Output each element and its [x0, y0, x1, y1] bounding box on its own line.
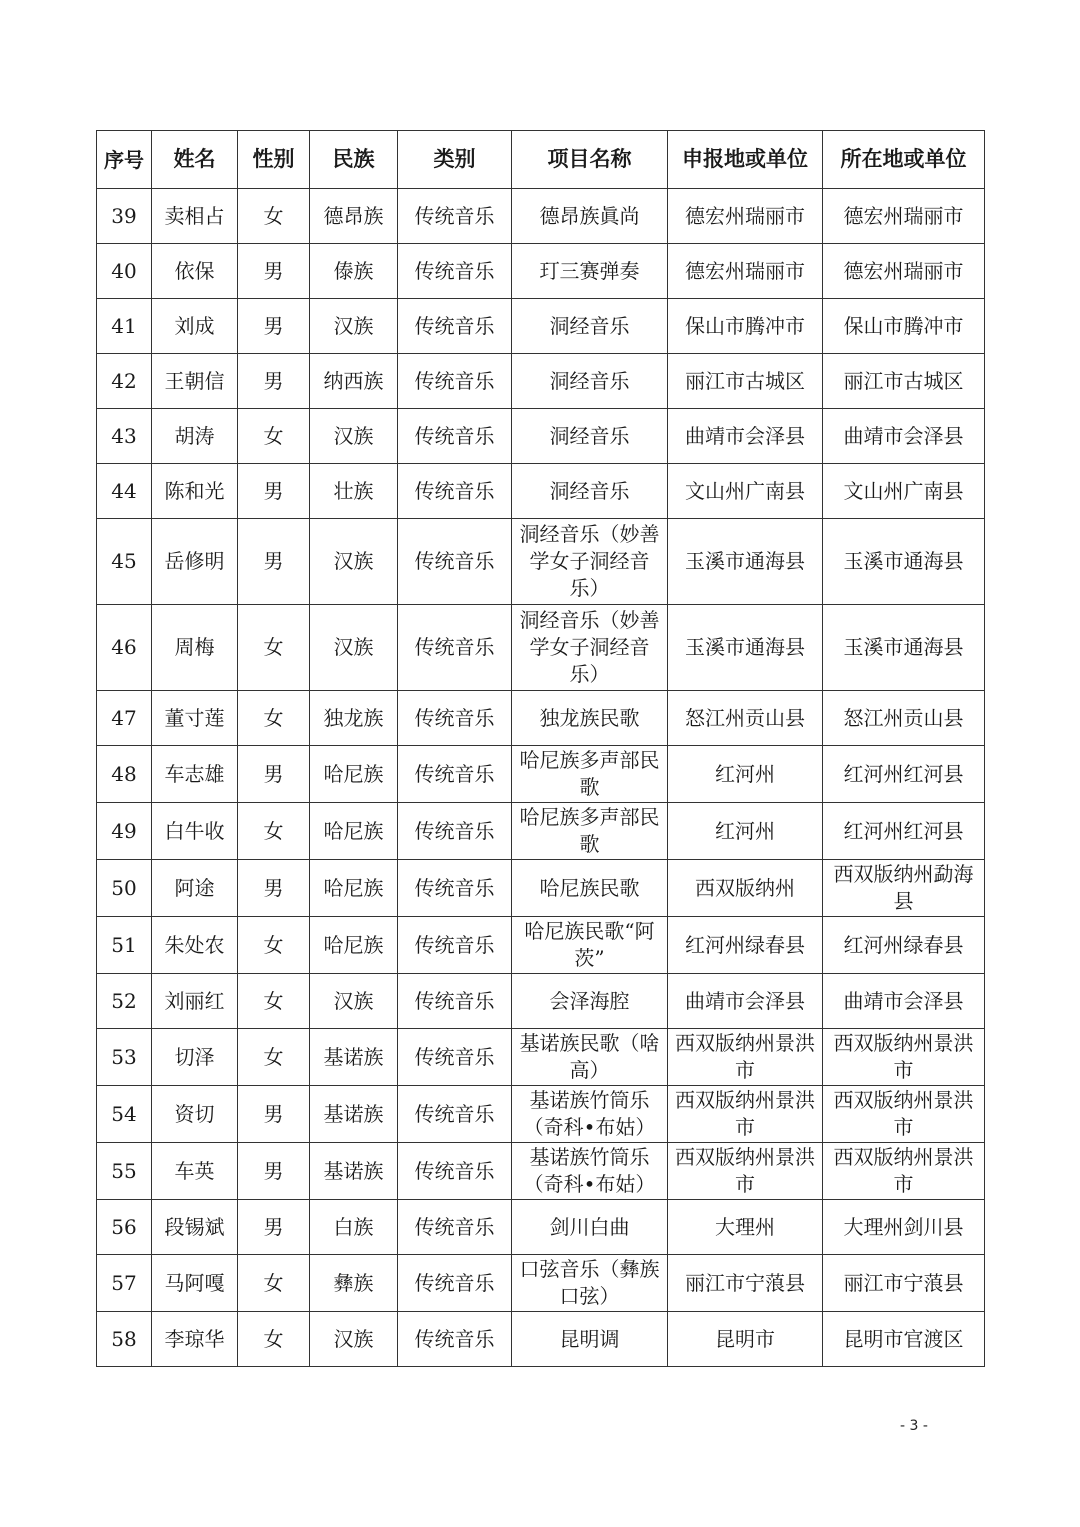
- heritage-inheritor-table: [96, 130, 985, 1367]
- cell-project: 玎三赛弹奏: [512, 244, 668, 299]
- cell-gender: 女: [238, 1029, 310, 1086]
- cell-category: 传统音乐: [398, 299, 512, 354]
- cell-declarer: 西双版纳州景洪市: [668, 1086, 823, 1143]
- cell-gender: 男: [238, 1143, 310, 1200]
- cell-declarer: 怒江州贡山县: [668, 691, 823, 746]
- cell-category: 传统音乐: [398, 605, 512, 691]
- cell-location: 玉溪市通海县: [823, 605, 985, 691]
- cell-declarer: 丽江市古城区: [668, 354, 823, 409]
- table-row: [97, 464, 985, 519]
- cell-project: 基诺族竹筒乐（奇科•布姑）: [512, 1143, 668, 1200]
- cell-no: 39: [97, 189, 152, 244]
- cell-gender: 女: [238, 803, 310, 860]
- table-row: [97, 605, 985, 691]
- cell-gender: 女: [238, 1255, 310, 1312]
- cell-no: 54: [97, 1086, 152, 1143]
- cell-name: 董寸莲: [152, 691, 238, 746]
- cell-location: 西双版纳州景洪市: [823, 1029, 985, 1086]
- cell-no: 48: [97, 746, 152, 803]
- cell-name: 资切: [152, 1086, 238, 1143]
- cell-name: 车志雄: [152, 746, 238, 803]
- cell-no: 47: [97, 691, 152, 746]
- cell-declarer: 大理州: [668, 1200, 823, 1255]
- cell-ethnicity: 汉族: [310, 299, 398, 354]
- cell-declarer: 红河州: [668, 803, 823, 860]
- cell-ethnicity: 壮族: [310, 464, 398, 519]
- table-row: [97, 1255, 985, 1312]
- cell-category: 传统音乐: [398, 917, 512, 974]
- cell-declarer: 西双版纳州: [668, 860, 823, 917]
- cell-name: 依保: [152, 244, 238, 299]
- cell-name: 周梅: [152, 605, 238, 691]
- cell-gender: 男: [238, 1086, 310, 1143]
- cell-name: 段锡斌: [152, 1200, 238, 1255]
- table-row: [97, 746, 985, 803]
- cell-declarer: 曲靖市会泽县: [668, 409, 823, 464]
- table-body: [97, 189, 985, 1367]
- header-cell-location: 所在地或单位: [823, 131, 985, 189]
- cell-project: 洞经音乐（妙善学女子洞经音乐）: [512, 519, 668, 605]
- cell-category: 传统音乐: [398, 974, 512, 1029]
- cell-declarer: 玉溪市通海县: [668, 605, 823, 691]
- cell-name: 岳修明: [152, 519, 238, 605]
- table-row: [97, 1200, 985, 1255]
- cell-location: 保山市腾冲市: [823, 299, 985, 354]
- cell-name: 白牛收: [152, 803, 238, 860]
- table-row: [97, 803, 985, 860]
- cell-category: 传统音乐: [398, 1086, 512, 1143]
- cell-ethnicity: 哈尼族: [310, 917, 398, 974]
- cell-declarer: 玉溪市通海县: [668, 519, 823, 605]
- cell-gender: 男: [238, 746, 310, 803]
- cell-project: 基诺族竹筒乐（奇科•布姑）: [512, 1086, 668, 1143]
- cell-gender: 女: [238, 691, 310, 746]
- cell-name: 王朝信: [152, 354, 238, 409]
- cell-project: 哈尼族多声部民歌: [512, 746, 668, 803]
- cell-name: 朱处农: [152, 917, 238, 974]
- cell-ethnicity: 基诺族: [310, 1029, 398, 1086]
- cell-declarer: 昆明市: [668, 1312, 823, 1367]
- cell-project: 昆明调: [512, 1312, 668, 1367]
- cell-ethnicity: 汉族: [310, 974, 398, 1029]
- header-cell-category: 类别: [398, 131, 512, 189]
- cell-gender: 女: [238, 917, 310, 974]
- cell-ethnicity: 汉族: [310, 1312, 398, 1367]
- cell-category: 传统音乐: [398, 803, 512, 860]
- cell-category: 传统音乐: [398, 1143, 512, 1200]
- table-row: [97, 860, 985, 917]
- cell-gender: 男: [238, 244, 310, 299]
- cell-project: 哈尼族民歌: [512, 860, 668, 917]
- cell-location: 玉溪市通海县: [823, 519, 985, 605]
- cell-declarer: 德宏州瑞丽市: [668, 189, 823, 244]
- header-cell-gender: 性别: [238, 131, 310, 189]
- cell-project: 剑川白曲: [512, 1200, 668, 1255]
- cell-ethnicity: 汉族: [310, 605, 398, 691]
- cell-ethnicity: 哈尼族: [310, 746, 398, 803]
- cell-location: 丽江市古城区: [823, 354, 985, 409]
- cell-name: 李琼华: [152, 1312, 238, 1367]
- table-row: [97, 974, 985, 1029]
- cell-category: 传统音乐: [398, 244, 512, 299]
- cell-location: 曲靖市会泽县: [823, 974, 985, 1029]
- cell-no: 44: [97, 464, 152, 519]
- cell-project: 德昂族眞尚: [512, 189, 668, 244]
- cell-name: 陈和光: [152, 464, 238, 519]
- cell-location: 文山州广南县: [823, 464, 985, 519]
- cell-location: 西双版纳州景洪市: [823, 1143, 985, 1200]
- header-row: [97, 131, 985, 189]
- cell-project: 独龙族民歌: [512, 691, 668, 746]
- cell-project: 洞经音乐: [512, 354, 668, 409]
- cell-no: 45: [97, 519, 152, 605]
- cell-ethnicity: 哈尼族: [310, 860, 398, 917]
- cell-name: 阿途: [152, 860, 238, 917]
- cell-declarer: 西双版纳州景洪市: [668, 1143, 823, 1200]
- cell-project: 洞经音乐（妙善学女子洞经音乐）: [512, 605, 668, 691]
- cell-no: 52: [97, 974, 152, 1029]
- cell-project: 基诺族民歌（啥高）: [512, 1029, 668, 1086]
- cell-ethnicity: 基诺族: [310, 1143, 398, 1200]
- table-row: [97, 1029, 985, 1086]
- cell-gender: 男: [238, 1200, 310, 1255]
- cell-category: 传统音乐: [398, 1255, 512, 1312]
- table-row: [97, 1086, 985, 1143]
- cell-no: 55: [97, 1143, 152, 1200]
- cell-no: 49: [97, 803, 152, 860]
- cell-gender: 男: [238, 464, 310, 519]
- cell-ethnicity: 汉族: [310, 409, 398, 464]
- cell-ethnicity: 傣族: [310, 244, 398, 299]
- cell-no: 57: [97, 1255, 152, 1312]
- cell-location: 红河州绿春县: [823, 917, 985, 974]
- cell-location: 红河州红河县: [823, 746, 985, 803]
- cell-location: 西双版纳州勐海县: [823, 860, 985, 917]
- cell-gender: 男: [238, 354, 310, 409]
- cell-location: 红河州红河县: [823, 803, 985, 860]
- table-row: [97, 354, 985, 409]
- cell-category: 传统音乐: [398, 519, 512, 605]
- cell-gender: 女: [238, 605, 310, 691]
- cell-location: 昆明市官渡区: [823, 1312, 985, 1367]
- cell-no: 53: [97, 1029, 152, 1086]
- cell-ethnicity: 德昂族: [310, 189, 398, 244]
- cell-category: 传统音乐: [398, 464, 512, 519]
- header-cell-no: 序号: [97, 131, 152, 189]
- cell-name: 卖相占: [152, 189, 238, 244]
- cell-location: 大理州剑川县: [823, 1200, 985, 1255]
- cell-category: 传统音乐: [398, 1029, 512, 1086]
- cell-declarer: 保山市腾冲市: [668, 299, 823, 354]
- cell-gender: 女: [238, 974, 310, 1029]
- cell-project: 哈尼族多声部民歌: [512, 803, 668, 860]
- table-row: [97, 189, 985, 244]
- cell-category: 传统音乐: [398, 189, 512, 244]
- cell-no: 42: [97, 354, 152, 409]
- cell-ethnicity: 纳西族: [310, 354, 398, 409]
- cell-gender: 男: [238, 860, 310, 917]
- cell-gender: 女: [238, 409, 310, 464]
- cell-no: 56: [97, 1200, 152, 1255]
- cell-category: 传统音乐: [398, 746, 512, 803]
- cell-name: 马阿嘎: [152, 1255, 238, 1312]
- cell-no: 51: [97, 917, 152, 974]
- cell-name: 刘丽红: [152, 974, 238, 1029]
- cell-declarer: 西双版纳州景洪市: [668, 1029, 823, 1086]
- cell-category: 传统音乐: [398, 409, 512, 464]
- cell-project: 口弦音乐（彝族口弦）: [512, 1255, 668, 1312]
- cell-project: 洞经音乐: [512, 299, 668, 354]
- cell-gender: 女: [238, 1312, 310, 1367]
- cell-declarer: 红河州: [668, 746, 823, 803]
- header-cell-name: 姓名: [152, 131, 238, 189]
- table-row: [97, 1312, 985, 1367]
- cell-ethnicity: 彝族: [310, 1255, 398, 1312]
- cell-project: 洞经音乐: [512, 409, 668, 464]
- cell-category: 传统音乐: [398, 1200, 512, 1255]
- cell-location: 德宏州瑞丽市: [823, 244, 985, 299]
- header-cell-project: 项目名称: [512, 131, 668, 189]
- cell-no: 40: [97, 244, 152, 299]
- cell-name: 切泽: [152, 1029, 238, 1086]
- cell-category: 传统音乐: [398, 691, 512, 746]
- cell-name: 车英: [152, 1143, 238, 1200]
- table-row: [97, 1143, 985, 1200]
- cell-ethnicity: 独龙族: [310, 691, 398, 746]
- cell-no: 43: [97, 409, 152, 464]
- cell-location: 曲靖市会泽县: [823, 409, 985, 464]
- cell-declarer: 德宏州瑞丽市: [668, 244, 823, 299]
- cell-gender: 男: [238, 299, 310, 354]
- table-row: [97, 409, 985, 464]
- table-row: [97, 244, 985, 299]
- cell-location: 德宏州瑞丽市: [823, 189, 985, 244]
- cell-gender: 男: [238, 519, 310, 605]
- cell-declarer: 文山州广南县: [668, 464, 823, 519]
- cell-no: 58: [97, 1312, 152, 1367]
- table-row: [97, 917, 985, 974]
- cell-project: 洞经音乐: [512, 464, 668, 519]
- cell-gender: 女: [238, 189, 310, 244]
- cell-no: 50: [97, 860, 152, 917]
- cell-project: 哈尼族民歌“阿茨”: [512, 917, 668, 974]
- cell-declarer: 红河州绿春县: [668, 917, 823, 974]
- cell-no: 46: [97, 605, 152, 691]
- cell-location: 怒江州贡山县: [823, 691, 985, 746]
- cell-ethnicity: 基诺族: [310, 1086, 398, 1143]
- table-row: [97, 519, 985, 605]
- table-row: [97, 691, 985, 746]
- cell-location: 丽江市宁蒗县: [823, 1255, 985, 1312]
- cell-category: 传统音乐: [398, 860, 512, 917]
- header-cell-declarer: 申报地或单位: [668, 131, 823, 189]
- cell-location: 西双版纳州景洪市: [823, 1086, 985, 1143]
- table-row: [97, 299, 985, 354]
- cell-project: 会泽海腔: [512, 974, 668, 1029]
- cell-category: 传统音乐: [398, 354, 512, 409]
- cell-category: 传统音乐: [398, 1312, 512, 1367]
- cell-ethnicity: 汉族: [310, 519, 398, 605]
- cell-ethnicity: 哈尼族: [310, 803, 398, 860]
- cell-declarer: 丽江市宁蒗县: [668, 1255, 823, 1312]
- page-number: - 3 -: [900, 1418, 928, 1434]
- cell-no: 41: [97, 299, 152, 354]
- cell-declarer: 曲靖市会泽县: [668, 974, 823, 1029]
- header-cell-ethnicity: 民族: [310, 131, 398, 189]
- cell-name: 胡涛: [152, 409, 238, 464]
- cell-name: 刘成: [152, 299, 238, 354]
- cell-ethnicity: 白族: [310, 1200, 398, 1255]
